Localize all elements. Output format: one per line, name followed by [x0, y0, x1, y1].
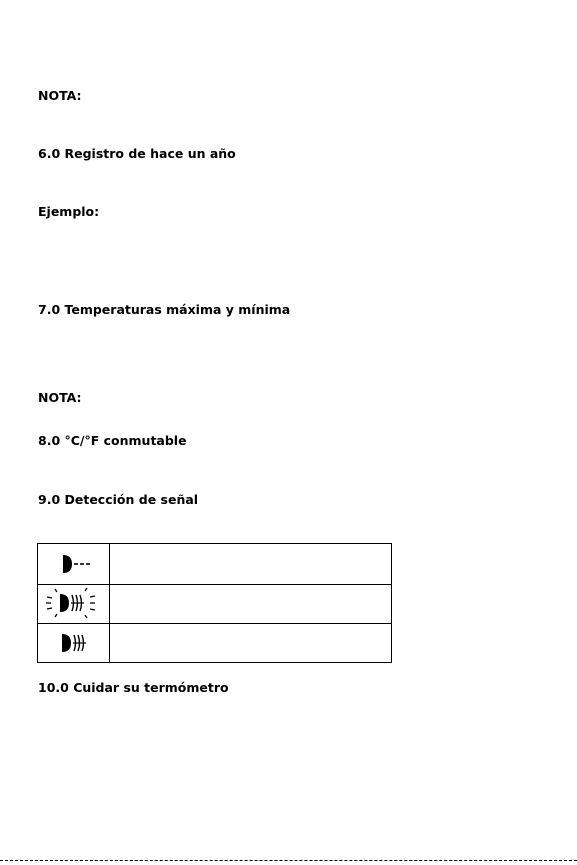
- page-bottom-divider: [0, 860, 577, 861]
- section-9-heading: 9.0 Detección de señal: [38, 492, 199, 507]
- signal-status-table: [37, 543, 392, 663]
- section-6-heading: 6.0 Registro de hace un año: [38, 146, 236, 161]
- section-7-heading: 7.0 Temperaturas máxima y mínima: [38, 302, 291, 317]
- description-cell: [110, 623, 391, 663]
- description-cell: [110, 544, 391, 584]
- signal-received-icon: [38, 623, 110, 663]
- icon-cell: [38, 583, 110, 623]
- section-10-heading: 10.0 Cuidar su termómetro: [38, 680, 229, 695]
- table-row: [38, 583, 391, 624]
- table-row: [38, 623, 391, 663]
- icon-cell: [38, 623, 110, 663]
- table-row: [38, 544, 391, 585]
- example-label: Ejemplo:: [38, 204, 100, 219]
- signal-searching-icon: [38, 544, 110, 584]
- icon-cell: [38, 544, 110, 584]
- note-label-2: NOTA:: [38, 390, 82, 405]
- description-cell: [110, 583, 391, 623]
- note-label-1: NOTA:: [38, 88, 82, 103]
- section-8-heading: 8.0 °C/°F conmutable: [38, 433, 187, 448]
- signal-blinking-icon: [38, 583, 110, 623]
